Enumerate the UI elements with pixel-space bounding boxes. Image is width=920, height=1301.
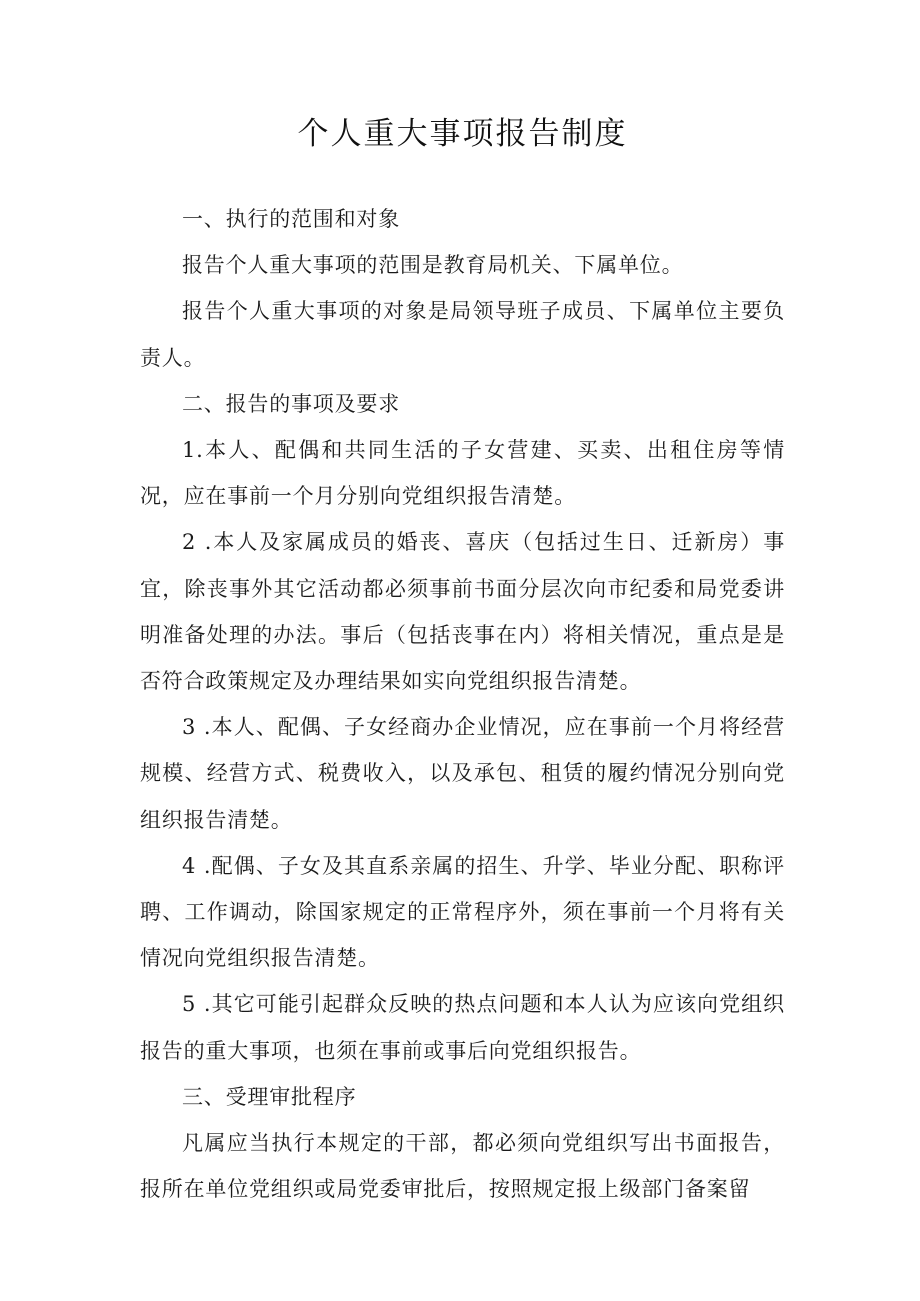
paragraph-scope-range: 报告个人重大事项的范围是教育局机关、下属单位。 bbox=[182, 253, 684, 278]
section-heading-items: 二、报告的事项及要求 bbox=[182, 391, 400, 416]
paragraph-item-4: 4 .配偶、子女及其直系亲属的招生、升学、毕业分配、职称评聘、工作调动，除国家规定的正常程序外，须在事前一个月将有关情况向党组织报告清楚。 bbox=[140, 853, 785, 971]
paragraph-item-3: 3 .本人、配偶、子女经商办企业情况，应在事前一个月将经营规模、经营方式、税费收入，以及承包、租赁的履约情况分别向党组织报告清楚。 bbox=[140, 715, 785, 832]
paragraph-scope-target: 报告个人重大事项的对象是局领导班子成员、下属单位主要负责人。 bbox=[140, 299, 785, 370]
document-page bbox=[140, 108, 785, 1212]
document-title: 个人重大事项报告制度 bbox=[297, 116, 628, 152]
section-heading-scope: 一、执行的范围和对象 bbox=[182, 207, 400, 231]
section-heading-procedure: 三、受理审批程序 bbox=[182, 1084, 357, 1109]
paragraph-procedure: 凡属应当执行本规定的干部，都必须向党组织写出书面报告，报所在单位党组织或局党委审批后，按照规定报上级部门备案留 bbox=[140, 1131, 785, 1202]
paragraph-item-1: 1.本人、配偶和共同生活的子女营建、买卖、出租住房等情况，应在事前一个月分别向党组织报告清楚。 bbox=[140, 438, 785, 509]
paragraph-item-2: 2 .本人及家属成员的婚丧、喜庆（包括过生日、迁新房）事宜，除丧事外其它活动都必须事前书面分层次向市纪委和局党委讲明准备处理的办法。事后（包括丧事在内）将相关情况，重点是是否符合政策规定及办理结果如实向党组织报告清楚。 bbox=[140, 530, 785, 694]
paragraph-item-5: 5 .其它可能引起群众反映的热点问题和本人认为应该向党组织报告的重大事项，也须在事前或事后向党组织报告。 bbox=[140, 992, 785, 1063]
